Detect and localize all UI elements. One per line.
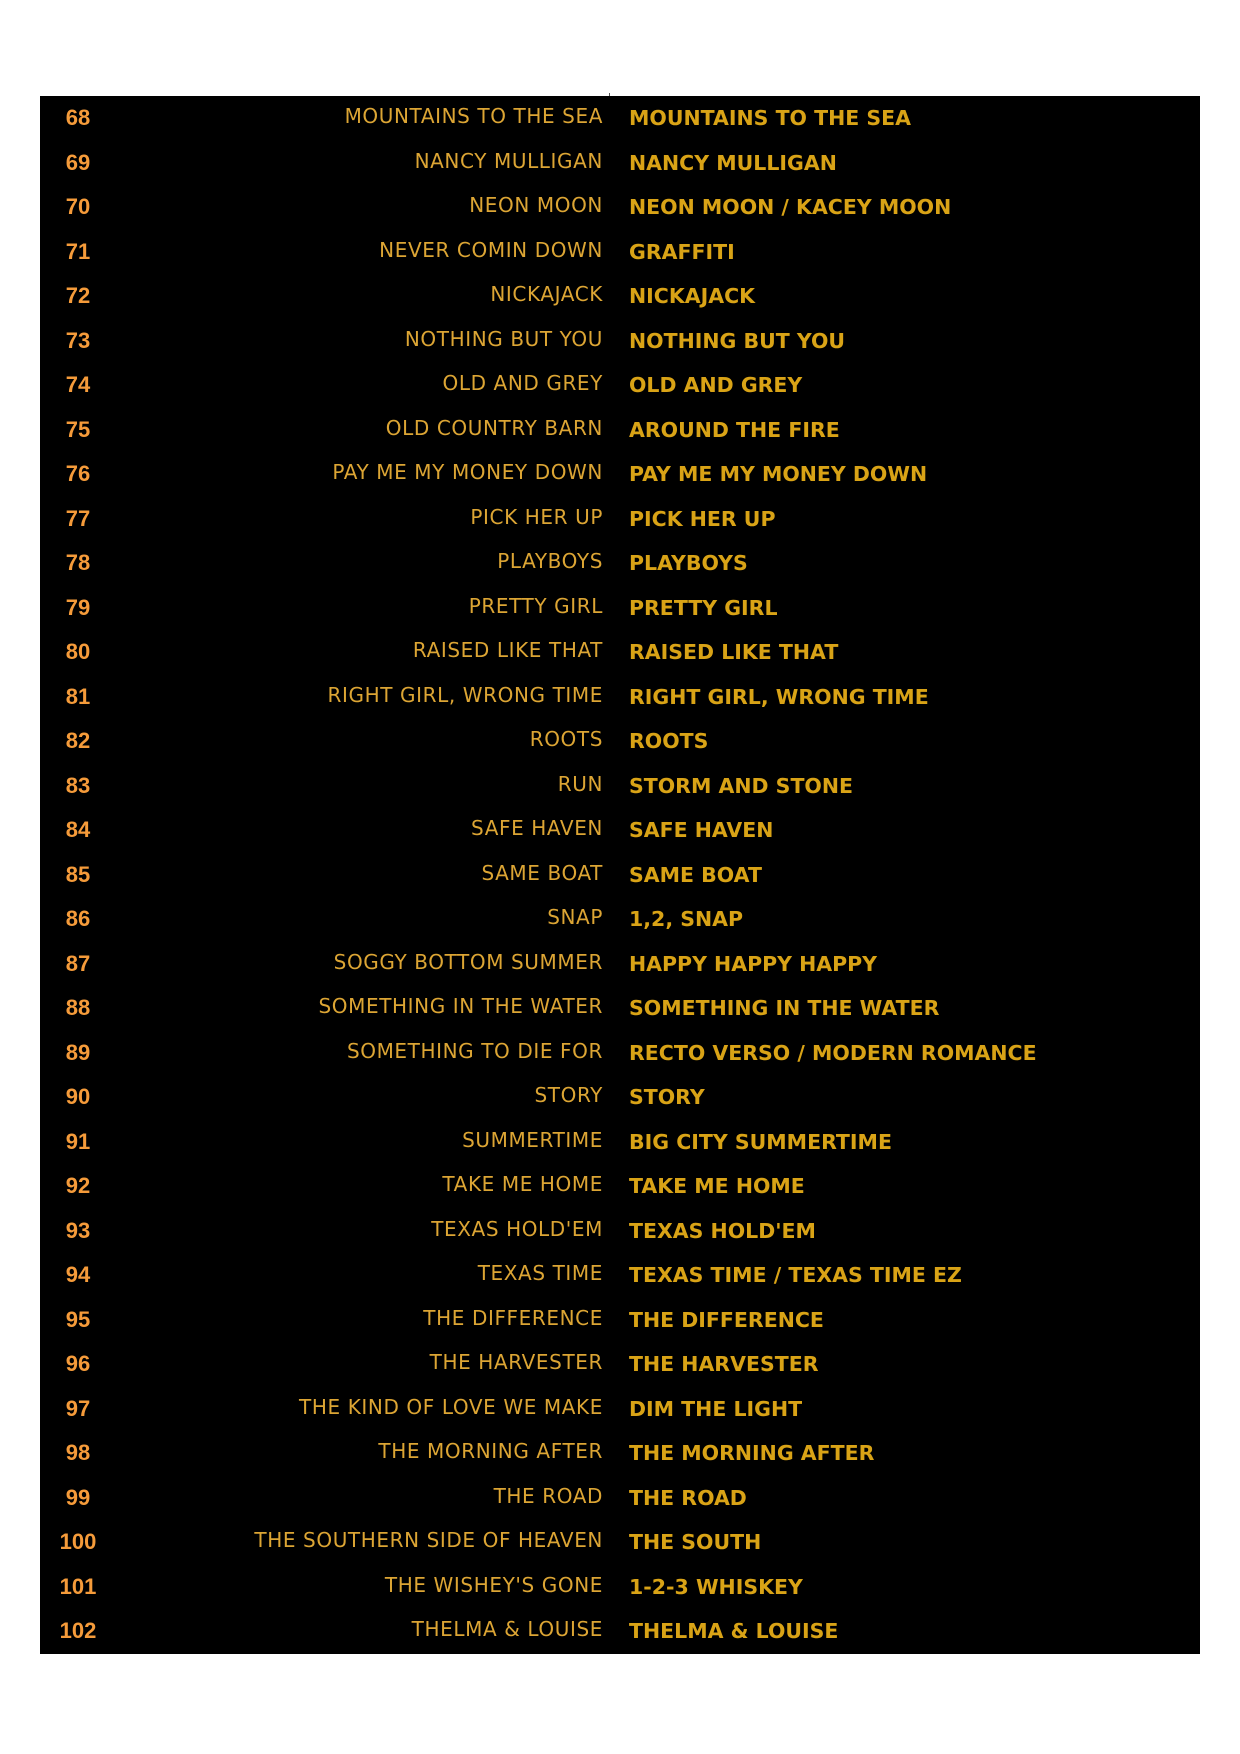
song-title: RUN (557, 771, 603, 796)
row-number: 94 (65, 1262, 91, 1287)
table-row (40, 1520, 1200, 1565)
table-row (40, 274, 1200, 319)
row-number: 80 (65, 639, 91, 664)
dance-name: STORM AND STONE (629, 773, 854, 798)
row-number: 92 (65, 1173, 91, 1198)
table-row (40, 1075, 1200, 1120)
dance-name: HAPPY HAPPY HAPPY (629, 951, 878, 976)
dance-name: TAKE ME HOME (629, 1174, 805, 1198)
dance-name: ROOTS (629, 729, 709, 753)
song-title: PRETTY GIRL (468, 593, 603, 618)
dance-name: RECTO VERSO / MODERN ROMANCE (629, 1040, 1037, 1065)
dance-name: PRETTY GIRL (629, 595, 778, 620)
dance-name: NOTHING BUT YOU (629, 328, 846, 353)
row-number: 90 (65, 1084, 91, 1109)
song-title: SOMETHING IN THE WATER (318, 994, 603, 1018)
table-row (40, 586, 1200, 631)
table-row (40, 497, 1200, 542)
row-number: 89 (65, 1039, 91, 1065)
table-row (40, 719, 1200, 764)
row-number: 82 (65, 728, 91, 753)
dance-name: BIG CITY SUMMERTIME (629, 1129, 892, 1154)
dance-name: PLAYBOYS (629, 551, 748, 575)
table-row (40, 675, 1200, 720)
table-row (40, 1164, 1200, 1209)
song-title: THE KIND OF LOVE WE MAKE (299, 1394, 603, 1419)
song-title: TEXAS HOLD'EM (431, 1216, 603, 1241)
dance-name: NICKAJACK (629, 284, 756, 308)
row-number: 73 (65, 327, 91, 353)
row-number: 84 (65, 817, 91, 842)
row-number: 70 (65, 194, 91, 219)
song-title: NEON MOON (469, 193, 603, 217)
row-number: 93 (65, 1217, 91, 1243)
table-row (40, 808, 1200, 853)
row-number: 75 (65, 416, 91, 442)
song-title: PICK HER UP (470, 504, 603, 529)
table-row (40, 897, 1200, 942)
table-row (40, 1031, 1200, 1076)
row-number: 72 (65, 283, 91, 308)
dance-name: PAY ME MY MONEY DOWN (629, 462, 928, 486)
table-row (40, 1609, 1200, 1654)
dance-name: 1-2-3 WHISKEY (629, 1574, 803, 1599)
song-title: PLAYBOYS (497, 549, 603, 573)
row-number: 77 (65, 505, 91, 531)
dance-name: STORY (629, 1085, 705, 1109)
dance-name: THE DIFFERENCE (629, 1307, 824, 1332)
row-number: 79 (65, 594, 91, 620)
dance-name: THE MORNING AFTER (629, 1441, 875, 1465)
table-row (40, 986, 1200, 1031)
song-title: SOGGY BOTTOM SUMMER (333, 949, 603, 974)
dance-name: THE SOUTH (629, 1530, 762, 1554)
dance-name: THE HARVESTER (629, 1352, 819, 1376)
dance-name: RIGHT GIRL, WRONG TIME (629, 684, 929, 709)
song-title: THE HARVESTER (429, 1350, 603, 1374)
row-number: 74 (65, 372, 91, 397)
table-row (40, 185, 1200, 230)
dance-name: RAISED LIKE THAT (629, 640, 839, 664)
table-row (40, 1120, 1200, 1165)
row-number: 91 (65, 1128, 91, 1154)
dance-name: DIM THE LIGHT (629, 1396, 803, 1421)
song-title: THE MORNING AFTER (378, 1439, 603, 1463)
song-title: THE DIFFERENCE (423, 1305, 603, 1330)
song-title: STORY (534, 1083, 603, 1107)
row-number: 85 (65, 861, 91, 887)
dance-name: NEON MOON / KACEY MOON (629, 195, 952, 219)
row-number: 88 (65, 995, 91, 1020)
table-row (40, 230, 1200, 275)
song-title: SUMMERTIME (462, 1127, 603, 1152)
song-title: NICKAJACK (490, 282, 603, 306)
song-title: NEVER COMIN DOWN (379, 237, 603, 262)
table-row (40, 1431, 1200, 1476)
song-title: NOTHING BUT YOU (404, 326, 603, 351)
table-row (40, 1209, 1200, 1254)
row-number: 86 (65, 906, 91, 931)
table-row (40, 408, 1200, 453)
row-number: 71 (65, 238, 91, 264)
dance-name: 1,2, SNAP (629, 907, 744, 931)
song-title: RIGHT GIRL, WRONG TIME (327, 682, 603, 707)
dance-name: SOMETHING IN THE WATER (629, 996, 940, 1020)
table-row (40, 96, 1200, 141)
row-number: 100 (59, 1529, 97, 1554)
song-title: OLD AND GREY (442, 371, 603, 395)
song-title: THE WISHEY'S GONE (384, 1572, 603, 1597)
song-list-table (40, 96, 1200, 1654)
table-row (40, 630, 1200, 675)
table-row (40, 1565, 1200, 1610)
dance-name: THE ROAD (629, 1485, 747, 1510)
table-row (40, 541, 1200, 586)
row-number: 98 (65, 1440, 91, 1465)
song-title: NANCY MULLIGAN (414, 148, 603, 173)
song-title: MOUNTAINS TO THE SEA (344, 104, 603, 128)
row-number: 78 (65, 550, 91, 575)
table-row (40, 363, 1200, 408)
table-row (40, 1342, 1200, 1387)
row-number: 81 (65, 683, 91, 709)
song-title: SNAP (547, 905, 603, 929)
dance-name: NANCY MULLIGAN (629, 150, 837, 175)
table-row (40, 1476, 1200, 1521)
table-row (40, 1298, 1200, 1343)
row-number: 68 (65, 105, 91, 130)
song-title: TEXAS TIME (477, 1261, 603, 1285)
row-number: 69 (65, 149, 91, 175)
dance-name: MOUNTAINS TO THE SEA (629, 106, 912, 130)
song-title: SAFE HAVEN (471, 816, 603, 840)
table-row (40, 141, 1200, 186)
dance-name: GRAFFITI (629, 239, 735, 264)
song-title: SAME BOAT (481, 860, 603, 885)
dance-name: TEXAS TIME / TEXAS TIME EZ (629, 1263, 962, 1287)
song-title: OLD COUNTRY BARN (385, 415, 603, 440)
song-title: SOMETHING TO DIE FOR (346, 1038, 603, 1063)
table-row (40, 319, 1200, 364)
row-number: 87 (65, 950, 91, 976)
song-title: ROOTS (529, 727, 603, 751)
dance-name: SAME BOAT (629, 862, 762, 887)
row-number: 97 (65, 1395, 91, 1421)
row-number: 83 (65, 772, 91, 798)
song-title: THE SOUTHERN SIDE OF HEAVEN (254, 1528, 603, 1552)
song-title: PAY ME MY MONEY DOWN (332, 460, 603, 484)
dance-name: SAFE HAVEN (629, 818, 774, 842)
song-title: RAISED LIKE THAT (412, 638, 603, 662)
row-number: 102 (59, 1618, 97, 1643)
row-number: 76 (65, 461, 91, 486)
table-row (40, 942, 1200, 987)
song-list-rows (40, 96, 1200, 1654)
table-row (40, 1253, 1200, 1298)
song-title: TAKE ME HOME (442, 1172, 603, 1196)
dance-name: THELMA & LOUISE (629, 1619, 839, 1643)
dance-name: AROUND THE FIRE (629, 417, 840, 442)
row-number: 99 (65, 1484, 91, 1510)
table-row (40, 764, 1200, 809)
dance-name: TEXAS HOLD'EM (629, 1218, 816, 1243)
row-number: 95 (65, 1306, 91, 1332)
song-title: THELMA & LOUISE (411, 1617, 603, 1641)
table-row (40, 452, 1200, 497)
table-row (40, 1387, 1200, 1432)
row-number: 101 (59, 1573, 97, 1599)
dance-name: PICK HER UP (629, 506, 776, 531)
row-number: 96 (65, 1351, 91, 1376)
dance-name: OLD AND GREY (629, 373, 803, 397)
song-title: THE ROAD (493, 1483, 603, 1508)
table-row (40, 853, 1200, 898)
